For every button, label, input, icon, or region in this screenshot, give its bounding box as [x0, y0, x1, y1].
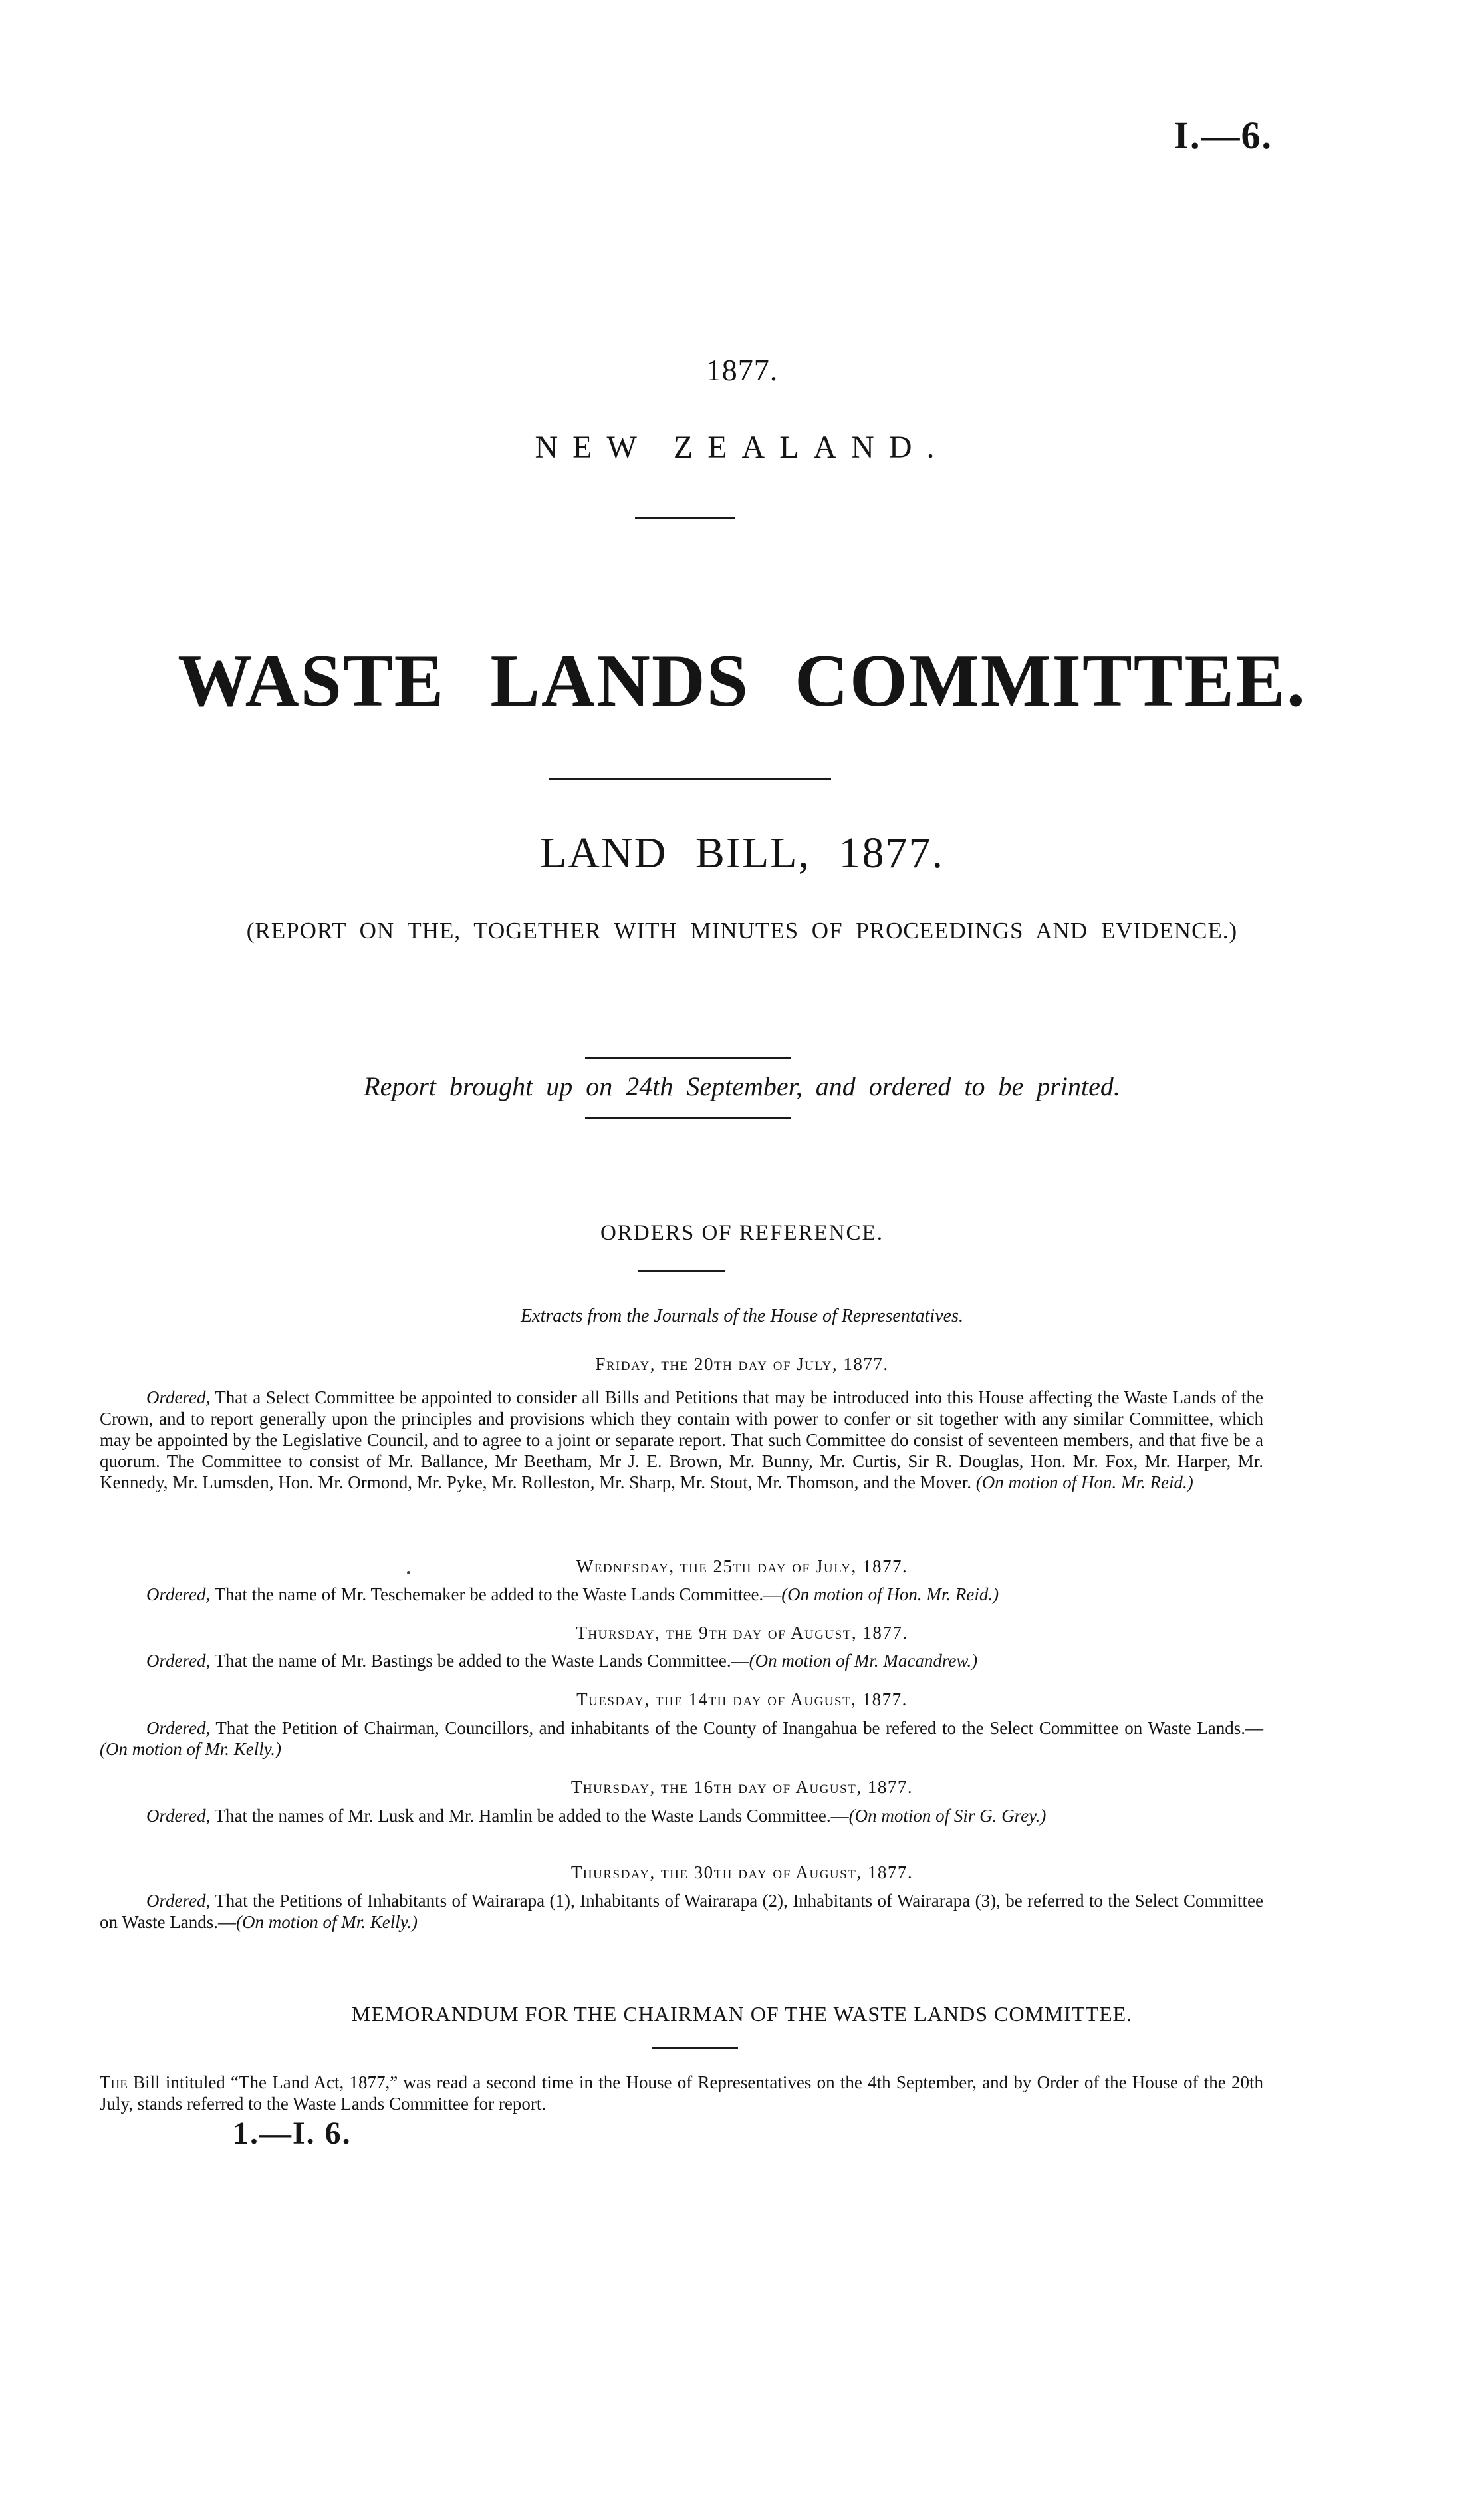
order-text: That the names of Mr. Lusk and Mr. Hamlin be added to the Waste Lands Committee.— — [210, 1806, 849, 1826]
order-date: Friday, the 20th day of July, 1877. — [595, 1354, 889, 1374]
order-entry — [100, 1584, 1263, 1605]
order-text: That the Petitions of Inhabitants of Wairarapa (1), Inhabitants of Wairarapa (2), Inhabitants of Wairarapa (3), be referred to the Select Committee on Waste Lands.— — [100, 1891, 1263, 1932]
order-date: Tuesday, the 14th day of August, 1877. — [576, 1689, 908, 1709]
ordered-label: Ordered, — [146, 1584, 211, 1604]
memorandum-body — [100, 2072, 1263, 2114]
order-motion: (On motion of Hon. Mr. Reid.) — [975, 1472, 1193, 1492]
ordered-label: Ordered, — [146, 1651, 211, 1671]
document-subtitle: (REPORT ON THE, TOGETHER WITH MINUTES OF PROCEEDINGS AND EVIDENCE.) — [246, 918, 1238, 944]
order-date: Wednesday, the 25th day of July, 1877. — [576, 1556, 908, 1576]
order-text: That the Petition of Chairman, Councillors, and inhabitants of the County of Inangahua be refered to the Select Committee on Waste Lands.— — [210, 1718, 1263, 1738]
order-text: That the name of Mr. Teschemaker be added to the Waste Lands Committee.— — [210, 1584, 782, 1604]
ordered-label: Ordered, — [146, 1387, 211, 1407]
order-entry — [100, 1717, 1263, 1760]
memorandum-text: Bill intituled “The Land Act, 1877,” was read a second time in the House of Representatives on the 4th September, and by Order of the House of the 20th July, stands referred to the Waste Lands Committee for report. — [100, 2072, 1263, 2114]
document-year: 1877. — [705, 353, 779, 387]
page-number: I.—6. — [1174, 114, 1273, 157]
divider — [585, 1057, 791, 1059]
order-text: That the name of Mr. Bastings be added to the Waste Lands Committee.— — [210, 1651, 749, 1671]
footer-reference: 1.—I. 6. — [233, 2116, 352, 2151]
ordered-label: Ordered, — [146, 1718, 211, 1738]
order-entry — [100, 1387, 1263, 1493]
order-motion: (On motion of Hon. Mr. Reid.) — [781, 1584, 999, 1604]
order-entry — [100, 1650, 1263, 1671]
orders-heading: ORDERS OF REFERENCE. — [600, 1221, 884, 1245]
report-note: Report brought up on 24th September, and ordered to be printed. — [364, 1071, 1120, 1101]
order-motion: (On motion of Mr. Kelly.) — [236, 1912, 418, 1932]
divider — [549, 778, 831, 780]
ordered-label: Ordered, — [146, 1891, 211, 1911]
order-text: That a Select Committee be appointed to consider all Bills and Petitions that may be introduced into this House affecting the Waste Lands of the Crown, and to report generally upon the principles and provisions which they contain with power to confer or sit together with any similar Committee, which may be appointed by the Legislative Council, and to agree to a joint or separate report. That such Committee do consist of seventeen members, and that five be a quorum. The Committee to consist of Mr. Ballance, Mr Beetham, Mr J. E. Brown, Mr. Bunny, Mr. Curtis, Sir R. Douglas, Hon. Mr. Fox, Mr. Harper, Mr. Kennedy, Mr. Lumsden, Hon. Mr. Ormond, Mr. Pyke, Mr. Rolleston, Mr. Sharp, Mr. Stout, Mr. Thomson, and the Mover. — [100, 1387, 1263, 1492]
document-title: WASTE LANDS COMMITTEE. — [178, 640, 1306, 722]
order-entry — [100, 1805, 1263, 1826]
ordered-label: Ordered, — [146, 1806, 211, 1826]
order-date: Thursday, the 16th day of August, 1877. — [570, 1777, 914, 1797]
order-date: Thursday, the 30th day of August, 1877. — [570, 1862, 914, 1882]
divider — [635, 517, 735, 519]
memorandum-lead-word: The — [100, 2072, 128, 2092]
order-motion: (On motion of Sir G. Grey.) — [848, 1806, 1047, 1826]
divider — [585, 1117, 791, 1119]
divider — [652, 2047, 738, 2049]
journal-extracts-line: Extracts from the Journals of the House of Representatives. — [521, 1306, 963, 1326]
order-motion: (On motion of Mr. Kelly.) — [100, 1739, 281, 1759]
order-date: Thursday, the 9th day of August, 1877. — [576, 1623, 908, 1643]
memorandum-heading: MEMORANDUM FOR THE CHAIRMAN OF THE WASTE LANDS COMMITTEE. — [351, 2002, 1133, 2026]
bill-title: LAND BILL, 1877. — [540, 829, 944, 877]
divider — [638, 1270, 725, 1272]
country-heading: NEW ZEALAND. — [535, 430, 949, 465]
order-entry — [100, 1890, 1263, 1933]
order-motion: (On motion of Mr. Macandrew.) — [749, 1651, 978, 1671]
